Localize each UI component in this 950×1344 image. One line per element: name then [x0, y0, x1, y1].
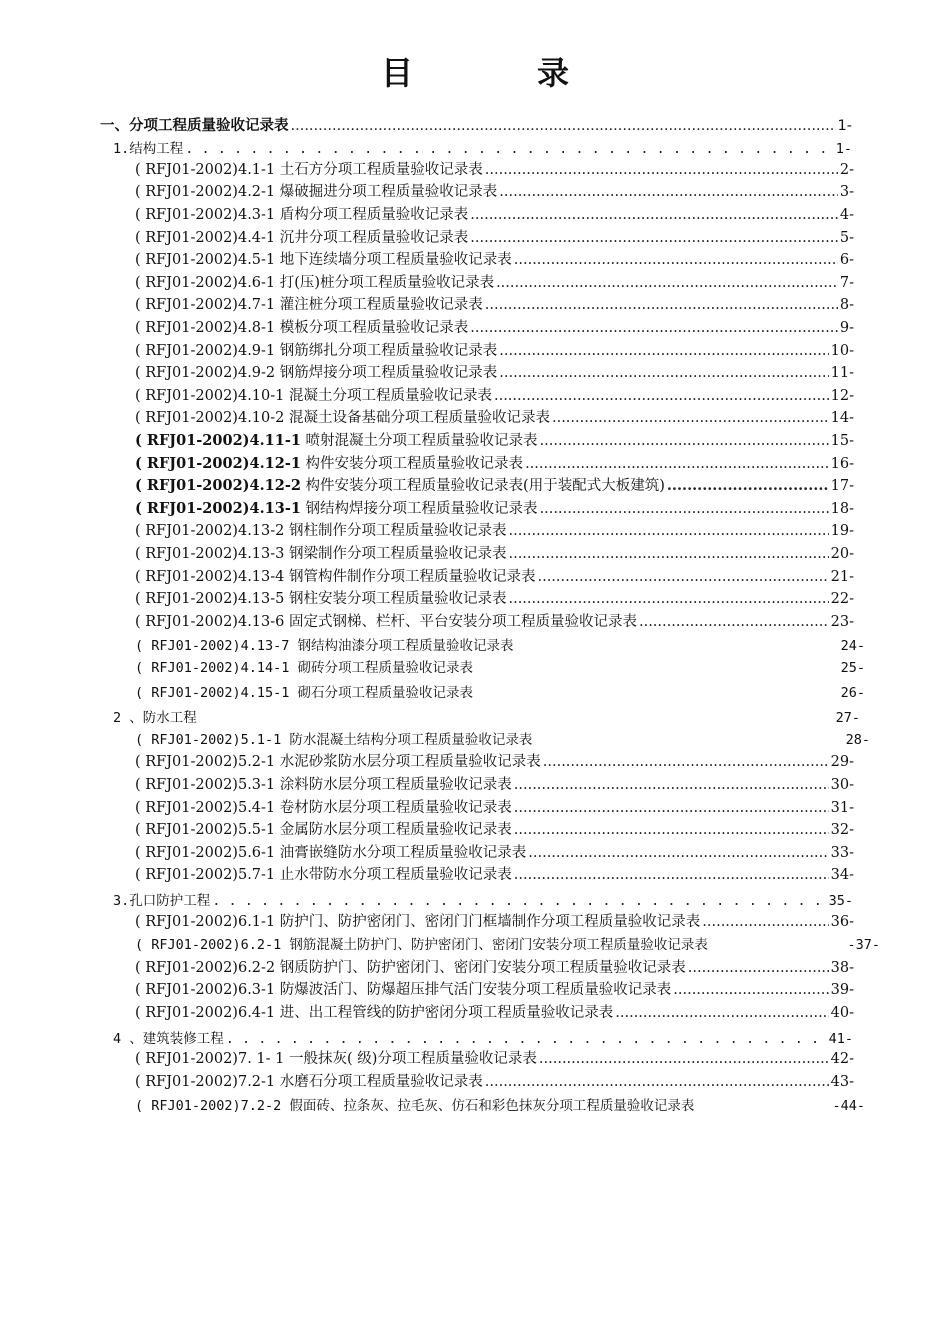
toc-entry[interactable] — [135, 205, 854, 225]
toc-entry-label: ( RFJ01-2002)5.2-1 水泥砂浆防水层分项工程质量验收记录表 — [135, 754, 541, 770]
toc-entry[interactable] — [135, 499, 854, 519]
leader-dots — [226, 1029, 827, 1049]
toc-entry-label: ( RFJ01-2002)4.2-1 爆破掘进分项工程质量验收记录表 — [135, 184, 498, 200]
toc-entry-label: ( RFJ01-2002)4.9-1 钢筋绑扎分项工程质量验收记录表 — [135, 343, 498, 359]
leader-dots — [540, 499, 829, 519]
toc-section[interactable] — [113, 1029, 853, 1049]
leader-dots — [537, 567, 828, 587]
toc-entry-label: ( RFJ01-2002)4.13-6 固定式钢梯、栏杆、平台安装分项工程质量验收记录表 — [135, 614, 637, 630]
toc-entry-label: ( RFJ01-2002)4.13-3 钢梁制作分项工程质量验收记录表 — [135, 546, 507, 562]
toc-entry[interactable] — [135, 431, 854, 451]
toc-page-number: -44- — [832, 1098, 865, 1114]
toc-entry[interactable] — [135, 843, 854, 863]
toc-entry[interactable] — [135, 865, 854, 885]
toc-page-number: -37- — [847, 937, 880, 953]
leader-dots — [514, 820, 829, 840]
toc-entry[interactable] — [135, 1003, 854, 1023]
leader-dots — [615, 1003, 828, 1023]
toc-entry-label: ( RFJ01-2002)5.4-1 卷材防水层分项工程质量验收记录表 — [135, 800, 512, 816]
toc-entry-label: ( RFJ01-2002)7.2-1 水磨石分项工程质量验收记录表 — [135, 1074, 483, 1090]
toc-entry[interactable] — [135, 476, 854, 496]
leader-dots — [667, 476, 829, 496]
toc-page-number: 32- — [830, 822, 854, 838]
leader-dots — [485, 1072, 829, 1092]
toc-entry[interactable] — [135, 636, 865, 656]
toc-page-number: 28- — [845, 732, 870, 748]
leader-dots — [514, 250, 838, 270]
leader-dots — [470, 318, 838, 338]
toc-page-number: 15- — [830, 433, 854, 449]
toc-page-number: 29- — [830, 754, 854, 770]
toc-page-number: 11- — [830, 365, 854, 381]
toc-page-number: 6- — [839, 252, 854, 268]
toc-entry-label: ( RFJ01-2002)5.6-1 油膏嵌缝防水分项工程质量验收记录表 — [135, 845, 527, 861]
toc-entry-label: ( RFJ01-2002)4.7-1 灌注桩分项工程质量验收记录表 — [135, 297, 483, 313]
toc-entry-label: ( RFJ01-2002)4.8-1 模板分项工程质量验收记录表 — [135, 320, 469, 336]
toc-entry-label: ( RFJ01-2002)4.15-1 砌石分项工程质量验收记录表 — [135, 685, 474, 701]
toc-page-number: 18- — [830, 501, 854, 517]
toc-page-number: 27- — [835, 710, 860, 726]
toc-entry-label: ( RFJ01-2002)7.2-2 假面砖、拉条灰、拉毛灰、仿石和彩色抹灰分项工程质量验收记录表 — [135, 1098, 695, 1114]
leader-dots — [543, 752, 829, 772]
toc-page-number: 30- — [830, 777, 854, 793]
toc-entry[interactable] — [135, 567, 854, 587]
toc-page-number: 25- — [840, 660, 865, 676]
toc-entry[interactable] — [135, 683, 865, 703]
toc-entry[interactable] — [135, 775, 854, 795]
toc-page-number: 9- — [839, 320, 854, 336]
toc-entry[interactable] — [135, 730, 870, 750]
toc-page-number: 23- — [830, 614, 854, 630]
toc-entry-label: ( RFJ01-2002)6.2-2 钢质防护门、防护密闭门、密闭门安装分项工程质量验收记录表 — [135, 960, 686, 976]
toc-entry[interactable] — [135, 182, 854, 202]
leader-dots — [185, 139, 833, 159]
toc-entry-label: ( RFJ01-2002)4.9-2 钢筋焊接分项工程质量验收记录表 — [135, 365, 498, 381]
toc-page-number: 2- — [839, 162, 854, 178]
toc-page-number: 26- — [840, 685, 865, 701]
toc-entry-label: ( RFJ01-2002)4.13-7 钢结构油漆分项工程质量验收记录表 — [135, 638, 514, 654]
toc-entry[interactable] — [135, 912, 854, 932]
leader-dots — [499, 341, 828, 361]
toc-entry[interactable] — [135, 386, 854, 406]
leader-dots — [639, 612, 829, 632]
leader-dots — [291, 116, 836, 136]
toc-page-number: 40- — [830, 1005, 854, 1021]
toc-section-label: 4 、建筑装修工程 — [113, 1031, 224, 1047]
toc-section-label: 3.孔口防护工程 — [113, 893, 211, 909]
leader-dots — [508, 544, 828, 564]
toc-page-number: 35- — [828, 893, 853, 909]
toc-entry-label: ( RFJ01-2002)4.11-1 喷射混凝土分项工程质量验收记录表 — [135, 432, 538, 449]
toc-page-number: 3- — [839, 184, 854, 200]
toc-section-label: 一、分项工程质量验收记录表 — [100, 118, 289, 134]
toc-page-number: 34- — [830, 867, 854, 883]
toc-section[interactable] — [100, 116, 852, 136]
toc-section[interactable] — [113, 139, 852, 159]
leader-dots — [494, 386, 829, 406]
toc-page-number: 4- — [839, 207, 854, 223]
toc-page-number: 7- — [839, 275, 854, 291]
toc-section-label: 1.结构工程 — [113, 141, 184, 157]
toc-entry-label: ( RFJ01-2002)5.1-1 防水混凝土结构分项工程质量验收记录表 — [135, 732, 533, 748]
leader-dots — [552, 408, 829, 428]
toc-entry-label: ( RFJ01-2002)5.7-1 止水带防水分项工程质量验收记录表 — [135, 867, 512, 883]
toc-entry-label: ( RFJ01-2002)4.4-1 沉井分项工程质量验收记录表 — [135, 230, 469, 246]
leader-dots — [514, 798, 829, 818]
leader-dots — [470, 228, 838, 248]
leader-dots — [514, 775, 829, 795]
toc-entry[interactable] — [135, 820, 854, 840]
toc-entry[interactable] — [135, 1049, 854, 1069]
toc-section[interactable] — [113, 708, 860, 728]
toc-page-number: 1- — [835, 141, 852, 157]
toc-page-number: 24- — [840, 638, 865, 654]
toc-page-number: 8- — [839, 297, 854, 313]
toc-entry-label: ( RFJ01-2002)4.3-1 盾构分项工程质量验收记录表 — [135, 207, 469, 223]
leader-dots — [702, 912, 828, 932]
leader-dots — [485, 160, 838, 180]
toc-entry[interactable] — [135, 318, 854, 338]
toc-entry[interactable] — [135, 250, 854, 270]
leader-dots — [525, 454, 829, 474]
toc-page-number: 1- — [837, 118, 852, 134]
leader-dots — [485, 295, 838, 315]
toc-entry[interactable] — [135, 589, 854, 609]
toc-entry[interactable] — [135, 295, 854, 315]
toc-page-number: 42- — [830, 1051, 854, 1067]
toc-page-number: 20- — [830, 546, 854, 562]
toc-entry-label: ( RFJ01-2002)4.10-1 混凝土分项工程质量验收记录表 — [135, 388, 492, 404]
toc-page-number: 39- — [830, 982, 854, 998]
toc-entry[interactable] — [135, 408, 854, 428]
toc-entry[interactable] — [135, 454, 854, 474]
toc-entry[interactable] — [135, 1096, 865, 1116]
toc-entry-label: ( RFJ01-2002)4.12-2 构件安装分项工程质量验收记录表(用于装配式大板建筑) — [135, 477, 665, 494]
toc-entry-label: ( RFJ01-2002)4.1-1 土石方分项工程质量验收记录表 — [135, 162, 483, 178]
leader-dots — [496, 273, 838, 293]
toc-entry[interactable] — [135, 980, 854, 1000]
toc-page-number: 22- — [830, 591, 854, 607]
toc-entry-label: ( RFJ01-2002)4.12-1 构件安装分项工程质量验收记录表 — [135, 455, 524, 472]
leader-dots — [540, 431, 829, 451]
toc-page-number: 14- — [830, 410, 854, 426]
toc-entry[interactable] — [135, 798, 854, 818]
toc-entry-label: ( RFJ01-2002)4.13-2 钢柱制作分项工程质量验收记录表 — [135, 523, 507, 539]
toc-entry-label: ( RFJ01-2002)4.13-1 钢结构焊接分项工程质量验收记录表 — [135, 500, 538, 517]
leader-dots — [508, 521, 828, 541]
toc-entry-label: ( RFJ01-2002)6.4-1 进、出工程管线的防护密闭分项工程质量验收记录表 — [135, 1005, 614, 1021]
leader-dots — [528, 843, 828, 863]
toc-page-number: 21- — [830, 569, 854, 585]
toc-entry[interactable] — [135, 544, 854, 564]
toc-page-number: 31- — [830, 800, 854, 816]
toc-entry[interactable] — [135, 1072, 854, 1092]
toc-page-number: 38- — [830, 960, 854, 976]
toc-entry-label: ( RFJ01-2002)5.5-1 金属防水层分项工程质量验收记录表 — [135, 822, 512, 838]
toc-entry-label: ( RFJ01-2002)7. 1- 1 一般抹灰( 级)分项工程质量验收记录表 — [135, 1051, 537, 1067]
leader-dots — [499, 182, 838, 202]
toc-entry-label: ( RFJ01-2002)6.2-1 钢筋混凝土防护门、防护密闭门、密闭门安装分项工程质量验收记录表 — [135, 937, 708, 953]
leader-dots — [499, 363, 828, 383]
toc-entry[interactable] — [135, 160, 854, 180]
toc-entry-label: ( RFJ01-2002)4.14-1 砌砖分项工程质量验收记录表 — [135, 660, 474, 676]
toc-section[interactable] — [113, 891, 853, 911]
toc-entry[interactable] — [135, 341, 854, 361]
toc-page-number: 43- — [830, 1074, 854, 1090]
toc-entry[interactable] — [135, 363, 854, 383]
leader-dots — [508, 589, 828, 609]
toc-entry-label: ( RFJ01-2002)4.13-4 钢管构件制作分项工程质量验收记录表 — [135, 569, 536, 585]
toc-page-number: 12- — [830, 388, 854, 404]
toc-entry[interactable] — [135, 958, 854, 978]
leader-dots — [470, 205, 838, 225]
toc-entry[interactable] — [135, 612, 854, 632]
leader-dots — [514, 865, 829, 885]
leader-dots — [688, 958, 829, 978]
leader-dots — [539, 1049, 829, 1069]
toc-entry-label: ( RFJ01-2002)6.3-1 防爆波活门、防爆超压排气活门安装分项工程质量验收记录表 — [135, 982, 672, 998]
toc-page-number: 19- — [830, 523, 854, 539]
toc-entry[interactable] — [135, 752, 854, 772]
toc-entry-label: ( RFJ01-2002)4.10-2 混凝土设备基础分项工程质量验收记录表 — [135, 410, 550, 426]
toc-page-number: 36- — [830, 914, 854, 930]
leader-dots — [212, 891, 826, 911]
toc-page-number: 16- — [830, 456, 854, 472]
leader-dots — [673, 980, 828, 1000]
toc-page-number: 5- — [839, 230, 854, 246]
toc-entry[interactable] — [135, 935, 880, 955]
toc-section-label: 2 、防水工程 — [113, 710, 197, 726]
toc-entry[interactable] — [135, 521, 854, 541]
toc-entry-label: ( RFJ01-2002)6.1-1 防护门、防护密闭门、密闭门门框墙制作分项工程质量验收记录表 — [135, 914, 701, 930]
toc-entry-label: ( RFJ01-2002)5.3-1 涂料防水层分项工程质量验收记录表 — [135, 777, 512, 793]
toc-entry[interactable] — [135, 273, 854, 293]
toc-entry[interactable] — [135, 228, 854, 248]
toc-entry[interactable] — [135, 658, 865, 678]
toc-page-number: 41- — [828, 1031, 853, 1047]
toc-entry-label: ( RFJ01-2002)4.6-1 打(压)桩分项工程质量验收记录表 — [135, 275, 495, 291]
toc-page-number: 17- — [830, 478, 854, 494]
page-title: 目 录 — [380, 54, 615, 92]
toc-entry-label: ( RFJ01-2002)4.13-5 钢柱安装分项工程质量验收记录表 — [135, 591, 507, 607]
toc-page-number: 33- — [830, 845, 854, 861]
toc-entry-label: ( RFJ01-2002)4.5-1 地下连续墙分项工程质量验收记录表 — [135, 252, 512, 268]
toc-page-number: 10- — [830, 343, 854, 359]
